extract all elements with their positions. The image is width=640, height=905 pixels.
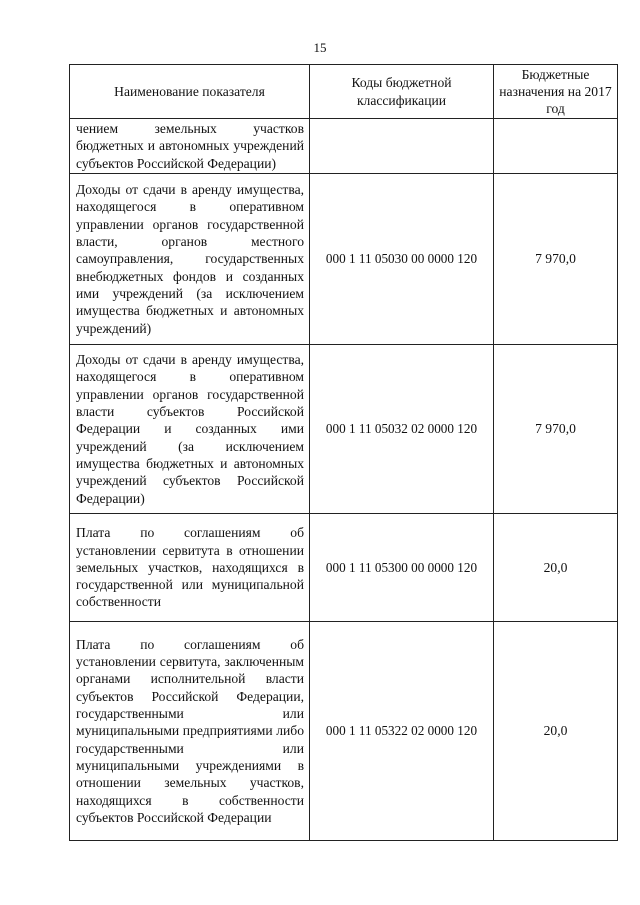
row-name: Плата по соглашениям об установлении сервитута, заключенным органами исполнительной власти субъектов Российской Федерации, государственными или муниципальными предприятиями либо государственными или муниципальными учреждениями в отношении земельных участков, находящихся в собственности субъектов Российской Федерации bbox=[70, 622, 310, 841]
page-number: 15 bbox=[313, 40, 327, 55]
row-name: Плата по соглашениям об установлении сервитута в отношении земельных участков, находящихся в государственной или муниципальной собственности bbox=[70, 514, 310, 622]
table-row bbox=[70, 622, 618, 841]
row-name: Доходы от сдачи в аренду имущества, находящегося в оперативном управлении органов государственной власти, органов местного самоуправления, государственных внебюджетных фондов и созданных ими учреждений (за исключением имущества бюджетных и автономных учреждений) bbox=[70, 174, 310, 345]
row-amount bbox=[494, 119, 618, 174]
header-amount: Бюджетные назначения на 2017 год bbox=[494, 65, 618, 119]
row-code: 000 1 11 05300 00 0000 120 bbox=[310, 514, 494, 622]
table-row bbox=[70, 174, 618, 345]
table-header-row bbox=[70, 65, 618, 119]
row-name: чением земельных участков бюджетных и автономных учреждений субъектов Российской Федерации) bbox=[70, 119, 310, 174]
row-amount: 20,0 bbox=[494, 622, 618, 841]
budget-table bbox=[69, 64, 618, 841]
row-code: 000 1 11 05032 02 0000 120 bbox=[310, 345, 494, 514]
table-row bbox=[70, 119, 618, 174]
header-code: Коды бюджетной классификации bbox=[310, 65, 494, 119]
table-row bbox=[70, 514, 618, 622]
table-row bbox=[70, 345, 618, 514]
row-name: Доходы от сдачи в аренду имущества, находящегося в оперативном управлении органов государственной власти субъектов Российской Федерации и созданных ими учреждений (за исключением имущества бюджетных и автономных учреждений субъектов Российской Федерации) bbox=[70, 345, 310, 514]
row-code bbox=[310, 119, 494, 174]
row-code: 000 1 11 05322 02 0000 120 bbox=[310, 622, 494, 841]
header-name: Наименование показателя bbox=[70, 65, 310, 119]
row-code: 000 1 11 05030 00 0000 120 bbox=[310, 174, 494, 345]
row-amount: 7 970,0 bbox=[494, 345, 618, 514]
row-amount: 7 970,0 bbox=[494, 174, 618, 345]
row-amount: 20,0 bbox=[494, 514, 618, 622]
